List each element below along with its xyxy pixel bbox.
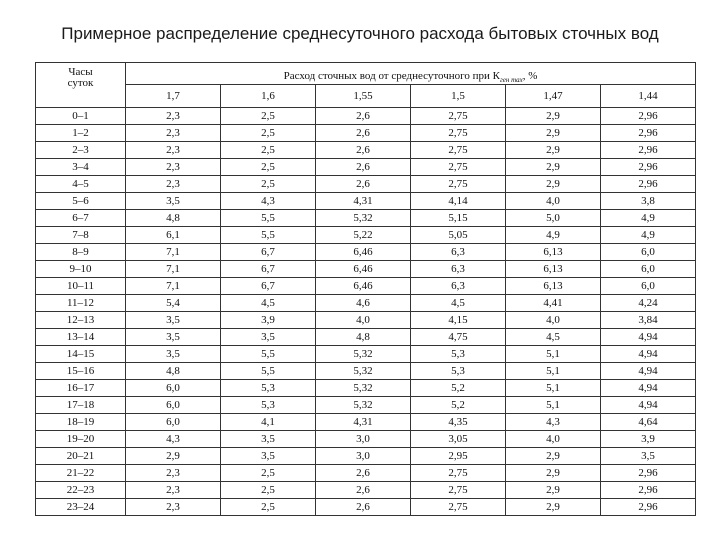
value-cell: 5,0 (506, 210, 601, 227)
value-cell: 4,5 (411, 295, 506, 312)
value-cell: 6,7 (221, 261, 316, 278)
value-cell: 2,9 (506, 176, 601, 193)
value-cell: 4,9 (601, 210, 696, 227)
value-cell: 2,3 (126, 142, 221, 159)
value-cell: 5,2 (411, 380, 506, 397)
value-cell: 2,96 (601, 465, 696, 482)
hour-range-cell: 6–7 (36, 210, 126, 227)
table-row (36, 125, 696, 142)
value-cell: 3,5 (221, 431, 316, 448)
flow-rate-header (126, 63, 696, 85)
table-row (36, 210, 696, 227)
value-cell: 4,94 (601, 397, 696, 414)
hour-range-cell: 18–19 (36, 414, 126, 431)
value-cell: 4,8 (316, 329, 411, 346)
coefficient-cell: 1,6 (221, 85, 316, 108)
value-cell: 2,5 (221, 142, 316, 159)
hour-range-cell: 4–5 (36, 176, 126, 193)
table-row (36, 414, 696, 431)
table-row (36, 448, 696, 465)
value-cell: 6,46 (316, 261, 411, 278)
coefficient-cell: 1,55 (316, 85, 411, 108)
value-cell: 4,64 (601, 414, 696, 431)
value-cell: 5,2 (411, 397, 506, 414)
value-cell: 2,6 (316, 482, 411, 499)
table-row (36, 363, 696, 380)
table-row (36, 380, 696, 397)
value-cell: 3,5 (221, 329, 316, 346)
value-cell: 7,1 (126, 261, 221, 278)
value-cell: 2,6 (316, 465, 411, 482)
flow-rate-header-subscript: ген max (500, 76, 523, 85)
value-cell: 5,5 (221, 210, 316, 227)
value-cell: 2,96 (601, 125, 696, 142)
value-cell: 4,0 (506, 312, 601, 329)
table-row (36, 142, 696, 159)
value-cell: 2,9 (126, 448, 221, 465)
value-cell: 4,94 (601, 346, 696, 363)
value-cell: 6,1 (126, 227, 221, 244)
value-cell: 3,9 (221, 312, 316, 329)
value-cell: 2,75 (411, 142, 506, 159)
value-cell: 2,5 (221, 176, 316, 193)
value-cell: 4,9 (506, 227, 601, 244)
value-cell: 2,96 (601, 482, 696, 499)
value-cell: 2,5 (221, 482, 316, 499)
value-cell: 4,31 (316, 193, 411, 210)
value-cell: 5,5 (221, 227, 316, 244)
value-cell: 2,9 (506, 499, 601, 516)
value-cell: 5,1 (506, 380, 601, 397)
value-cell: 2,3 (126, 465, 221, 482)
hours-header-line1: Часы (68, 66, 93, 78)
value-cell: 3,0 (316, 431, 411, 448)
value-cell: 2,75 (411, 108, 506, 125)
table-row (36, 329, 696, 346)
value-cell: 4,35 (411, 414, 506, 431)
table-row (36, 295, 696, 312)
value-cell: 2,95 (411, 448, 506, 465)
value-cell: 4,94 (601, 363, 696, 380)
value-cell: 2,6 (316, 125, 411, 142)
table-row (36, 227, 696, 244)
table-body (36, 108, 696, 516)
value-cell: 6,13 (506, 244, 601, 261)
value-cell: 4,3 (126, 431, 221, 448)
hour-range-cell: 15–16 (36, 363, 126, 380)
value-cell: 2,3 (126, 176, 221, 193)
value-cell: 2,5 (221, 108, 316, 125)
value-cell: 5,1 (506, 397, 601, 414)
value-cell: 3,5 (126, 346, 221, 363)
value-cell: 2,96 (601, 159, 696, 176)
value-cell: 6,0 (126, 380, 221, 397)
header-row (36, 63, 696, 85)
value-cell: 4,24 (601, 295, 696, 312)
value-cell: 2,75 (411, 125, 506, 142)
table-row (36, 482, 696, 499)
value-cell: 2,6 (316, 142, 411, 159)
value-cell: 6,3 (411, 278, 506, 295)
value-cell: 2,75 (411, 159, 506, 176)
value-cell: 3,8 (601, 193, 696, 210)
coefficient-cell: 1,7 (126, 85, 221, 108)
value-cell: 6,3 (411, 244, 506, 261)
value-cell: 5,5 (221, 346, 316, 363)
value-cell: 6,7 (221, 278, 316, 295)
value-cell: 2,75 (411, 482, 506, 499)
value-cell: 7,1 (126, 278, 221, 295)
hour-range-cell: 21–22 (36, 465, 126, 482)
value-cell: 2,3 (126, 125, 221, 142)
value-cell: 2,5 (221, 465, 316, 482)
value-cell: 4,3 (221, 193, 316, 210)
value-cell: 2,6 (316, 159, 411, 176)
value-cell: 6,13 (506, 261, 601, 278)
hour-range-cell: 5–6 (36, 193, 126, 210)
value-cell: 4,41 (506, 295, 601, 312)
value-cell: 5,4 (126, 295, 221, 312)
wastewater-distribution-table (35, 62, 696, 516)
value-cell: 5,1 (506, 363, 601, 380)
value-cell: 6,46 (316, 244, 411, 261)
hour-range-cell: 3–4 (36, 159, 126, 176)
table-row (36, 176, 696, 193)
value-cell: 7,1 (126, 244, 221, 261)
value-cell: 2,75 (411, 499, 506, 516)
table-row (36, 244, 696, 261)
value-cell: 4,9 (601, 227, 696, 244)
table-row (36, 159, 696, 176)
value-cell: 2,9 (506, 125, 601, 142)
hour-range-cell: 22–23 (36, 482, 126, 499)
hour-range-cell: 7–8 (36, 227, 126, 244)
value-cell: 2,6 (316, 108, 411, 125)
value-cell: 2,9 (506, 448, 601, 465)
value-cell: 4,75 (411, 329, 506, 346)
value-cell: 2,3 (126, 482, 221, 499)
table-row (36, 261, 696, 278)
hour-range-cell: 17–18 (36, 397, 126, 414)
value-cell: 2,75 (411, 465, 506, 482)
table-row (36, 278, 696, 295)
table-row (36, 465, 696, 482)
hour-range-cell: 0–1 (36, 108, 126, 125)
value-cell: 4,94 (601, 380, 696, 397)
value-cell: 4,8 (126, 210, 221, 227)
value-cell: 4,6 (316, 295, 411, 312)
hour-range-cell: 23–24 (36, 499, 126, 516)
value-cell: 5,32 (316, 346, 411, 363)
value-cell: 2,75 (411, 176, 506, 193)
value-cell: 5,32 (316, 210, 411, 227)
value-cell: 2,5 (221, 125, 316, 142)
value-cell: 3,5 (126, 312, 221, 329)
value-cell: 5,5 (221, 363, 316, 380)
value-cell: 4,5 (221, 295, 316, 312)
value-cell: 2,3 (126, 159, 221, 176)
value-cell: 4,0 (506, 193, 601, 210)
hours-header-line2: суток (67, 77, 94, 89)
value-cell: 2,6 (316, 499, 411, 516)
value-cell: 3,0 (316, 448, 411, 465)
value-cell: 5,32 (316, 380, 411, 397)
table-row (36, 108, 696, 125)
value-cell: 5,15 (411, 210, 506, 227)
value-cell: 4,0 (506, 431, 601, 448)
value-cell: 4,31 (316, 414, 411, 431)
value-cell: 2,96 (601, 142, 696, 159)
hour-range-cell: 13–14 (36, 329, 126, 346)
value-cell: 3,5 (126, 193, 221, 210)
value-cell: 4,3 (506, 414, 601, 431)
value-cell: 5,32 (316, 363, 411, 380)
page-title: Примерное распределение среднесуточного расхода бытовых сточных вод (61, 24, 659, 43)
table-row (36, 397, 696, 414)
value-cell: 6,0 (601, 261, 696, 278)
value-cell: 6,3 (411, 261, 506, 278)
table-row (36, 346, 696, 363)
value-cell: 6,46 (316, 278, 411, 295)
value-cell: 2,96 (601, 176, 696, 193)
value-cell: 4,1 (221, 414, 316, 431)
value-cell: 4,15 (411, 312, 506, 329)
value-cell: 2,9 (506, 465, 601, 482)
value-cell: 5,3 (411, 363, 506, 380)
hour-range-cell: 10–11 (36, 278, 126, 295)
coefficient-cell: 1,5 (411, 85, 506, 108)
value-cell: 6,0 (601, 244, 696, 261)
hour-range-cell: 2–3 (36, 142, 126, 159)
hour-range-cell: 11–12 (36, 295, 126, 312)
value-cell: 4,8 (126, 363, 221, 380)
value-cell: 3,5 (126, 329, 221, 346)
value-cell: 4,0 (316, 312, 411, 329)
hour-range-cell: 14–15 (36, 346, 126, 363)
coefficient-cell: 1,47 (506, 85, 601, 108)
flow-rate-header-text: Расход сточных вод от среднесуточного при К (283, 70, 501, 82)
table-row (36, 193, 696, 210)
value-cell: 5,05 (411, 227, 506, 244)
value-cell: 3,5 (221, 448, 316, 465)
value-cell: 6,0 (601, 278, 696, 295)
value-cell: 2,9 (506, 482, 601, 499)
value-cell: 2,9 (506, 108, 601, 125)
value-cell: 3,9 (601, 431, 696, 448)
value-cell: 2,5 (221, 499, 316, 516)
hour-range-cell: 9–10 (36, 261, 126, 278)
value-cell: 5,1 (506, 346, 601, 363)
coefficient-row (36, 85, 696, 108)
value-cell: 2,96 (601, 499, 696, 516)
value-cell: 5,3 (221, 380, 316, 397)
value-cell: 6,0 (126, 414, 221, 431)
value-cell: 2,96 (601, 108, 696, 125)
hour-range-cell: 20–21 (36, 448, 126, 465)
value-cell: 2,3 (126, 108, 221, 125)
value-cell: 4,14 (411, 193, 506, 210)
hour-range-cell: 1–2 (36, 125, 126, 142)
value-cell: 2,3 (126, 499, 221, 516)
value-cell: 5,3 (221, 397, 316, 414)
value-cell: 5,3 (411, 346, 506, 363)
table-row (36, 312, 696, 329)
value-cell: 6,7 (221, 244, 316, 261)
value-cell: 2,5 (221, 159, 316, 176)
value-cell: 3,84 (601, 312, 696, 329)
table-row (36, 431, 696, 448)
hour-range-cell: 12–13 (36, 312, 126, 329)
hour-range-cell: 19–20 (36, 431, 126, 448)
value-cell: 5,22 (316, 227, 411, 244)
value-cell: 5,32 (316, 397, 411, 414)
hour-range-cell: 16–17 (36, 380, 126, 397)
hour-range-cell: 8–9 (36, 244, 126, 261)
value-cell: 3,05 (411, 431, 506, 448)
flow-rate-header-suffix: , % (522, 70, 538, 82)
value-cell: 2,9 (506, 159, 601, 176)
value-cell: 3,5 (601, 448, 696, 465)
table-row (36, 499, 696, 516)
value-cell: 4,94 (601, 329, 696, 346)
value-cell: 6,13 (506, 278, 601, 295)
value-cell: 2,6 (316, 176, 411, 193)
value-cell: 4,5 (506, 329, 601, 346)
value-cell: 6,0 (126, 397, 221, 414)
hours-column-header (36, 63, 126, 108)
value-cell: 2,9 (506, 142, 601, 159)
coefficient-cell: 1,44 (601, 85, 696, 108)
